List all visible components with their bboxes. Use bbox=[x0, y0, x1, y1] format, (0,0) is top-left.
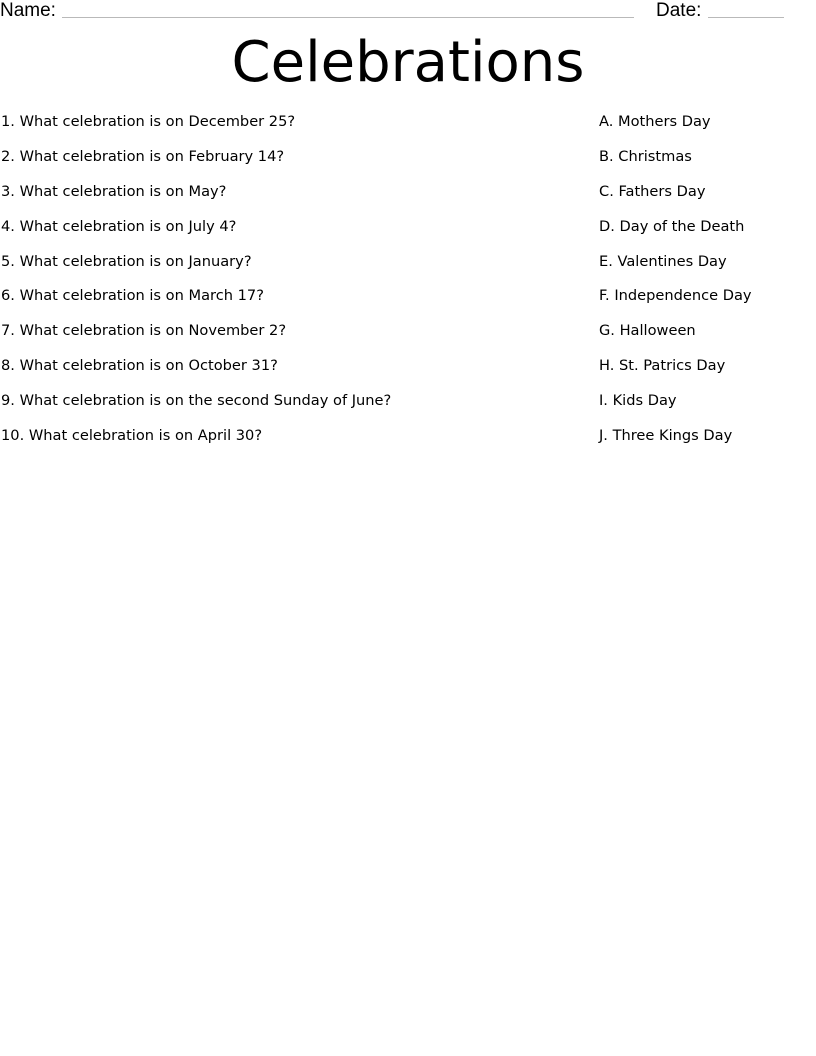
question-list bbox=[1, 111, 391, 460]
answer-item: J. Three Kings Day bbox=[599, 427, 733, 445]
answer-item: F. Independence Day bbox=[599, 287, 752, 305]
name-blank-line bbox=[62, 17, 634, 18]
worksheet-title: Celebrations bbox=[231, 30, 585, 95]
worksheet-header bbox=[0, 0, 816, 22]
date-blank-line bbox=[708, 17, 784, 18]
answer-item: E. Valentines Day bbox=[599, 252, 727, 270]
question-item: 3. What celebration is on May? bbox=[1, 182, 227, 200]
answer-item: G. Halloween bbox=[599, 322, 696, 340]
question-item: 10. What celebration is on April 30? bbox=[1, 427, 263, 445]
question-item: 5. What celebration is on January? bbox=[1, 252, 252, 270]
answer-list bbox=[599, 111, 752, 460]
answer-item: C. Fathers Day bbox=[599, 182, 706, 200]
question-item: 2. What celebration is on February 14? bbox=[1, 147, 285, 165]
answer-item: D. Day of the Death bbox=[599, 217, 745, 235]
question-item: 8. What celebration is on October 31? bbox=[1, 357, 278, 375]
answer-item: I. Kids Day bbox=[599, 392, 677, 410]
name-label: Name: bbox=[0, 0, 56, 21]
question-item: 7. What celebration is on November 2? bbox=[1, 322, 287, 340]
answer-item: B. Christmas bbox=[599, 147, 692, 165]
question-item: 1. What celebration is on December 25? bbox=[1, 113, 296, 130]
answer-item: H. St. Patrics Day bbox=[599, 357, 726, 375]
question-item: 9. What celebration is on the second Sunday of June? bbox=[1, 392, 392, 410]
answer-item: A. Mothers Day bbox=[599, 113, 711, 130]
question-item: 4. What celebration is on July 4? bbox=[1, 217, 237, 235]
date-label: Date: bbox=[656, 0, 702, 21]
question-item: 6. What celebration is on March 17? bbox=[1, 287, 264, 305]
